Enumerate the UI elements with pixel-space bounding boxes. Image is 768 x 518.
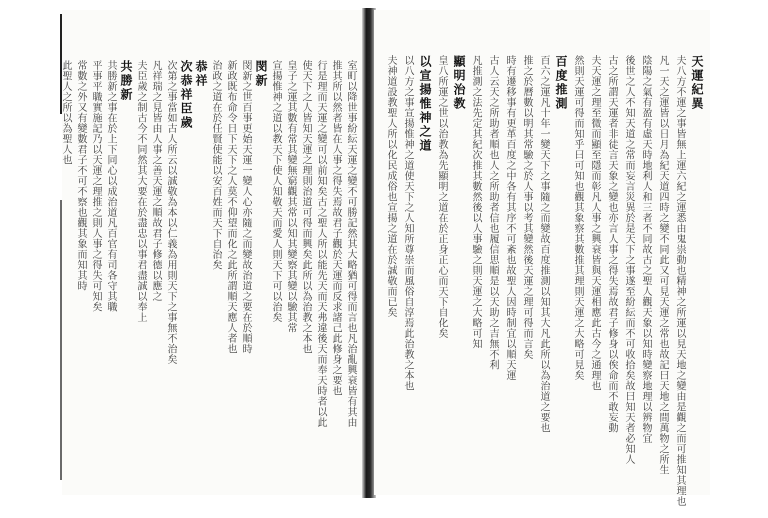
section-heading: 百度推測 <box>554 55 568 111</box>
section-heading: 次恭祥臣歲 <box>179 60 193 130</box>
section-heading: 閔新 <box>254 60 268 88</box>
text-column: 平事平職實施記乃以天運之理推之則人事之得失可知矣 <box>90 60 101 312</box>
text-column: 常數之外又有變數君子不可不察也觀其象而知其時 <box>75 60 86 291</box>
text-column: 皇八所運之世以治教為先顯明之道在於正身正心而天下自化矣 <box>436 55 447 339</box>
text-column: 古之所謂天運者非徒言天象之變也亦言人事之得失焉故君子修身以俟命而不敢妄動 <box>606 55 617 433</box>
text-column: 凡推測之法先定其紀次推其數然後以人事驗之則天運之大略可知 <box>470 55 481 349</box>
text-column: 推其所以然者皆在人事之得失焉故君子觀於天運而反求諸己此修身之要也 <box>330 60 341 396</box>
text-column: 陰陽之氣有盈有虛天時地利人和三者不同故古之聖人觀天象以知時變察地理以辨物宜 <box>640 55 651 444</box>
text-column: 夫神道設教聖人所以化民成俗也宣揚之道在於誠敬而已矣 <box>385 55 396 318</box>
text-column: 百六之運凡十年一變天下之事隨之而變故百度推測以知其大凡此所以為治道之要也 <box>538 55 549 433</box>
text-column: 治政之道在於任賢使能以安百姓而天下自治矣 <box>210 60 221 270</box>
text-column: 古人云天之所助者順也人之所助者信也履信思順是以天助之吉無不利 <box>487 55 498 370</box>
text-column: 宣揚惟神之道以教天下使人知敬天而愛人則天下可以治矣 <box>270 60 281 323</box>
text-column: 後世之人不知天道之常而妄言災異於是天下之事遂至紛紜而不可收拾矣故曰知天者必知人 <box>623 55 634 465</box>
section-heading: 恭祥 <box>194 60 208 88</box>
text-column: 使天下之人皆知天運之理則治道可得而興矣此所以為治教之本也 <box>300 60 311 354</box>
text-column: 次第之事當如古人所云以誠敬為本以仁義為用則天下之事無不治矣 <box>165 60 176 365</box>
text-column: 夫八方不運之事皆無上運六紀之運悉由鬼祟動也精神之所運以見天地之變由是觀之而可推知其理也 <box>674 55 685 507</box>
section-heading: 顯明治教 <box>452 55 466 111</box>
right-page <box>374 10 710 507</box>
text-column: 夫臣歲之制古今不同然其大要在於盡忠以事君盡誠以奉上 <box>135 60 146 323</box>
text-column: 時有遷移事有更革百度之中各有其序不可紊也故聖人因時制宜以順天運 <box>504 55 515 381</box>
text-column: 凡一天之運皆以日月為紀天道四時之變不同此又可見天運之常也故記曰天地之間萬物之所生 <box>657 55 668 475</box>
text-column: 凡祥瑞之見皆由人事之善天運之順故君子修德以應之 <box>150 60 161 302</box>
text-column: 閔新之世百事更始天運一變人心亦隨之而變故治道之要在於順時 <box>240 60 251 354</box>
text-column: 此聖人之所以為聖人也 <box>60 60 71 165</box>
section-heading: 以宣揚惟神之道 <box>418 55 432 153</box>
text-column: 新政既布命令日下天下之人莫不仰望而化之此所謂順天應人者也 <box>225 60 236 354</box>
text-column: 推之於曆數以明其常驗之於人事以考其變然後天運之理可得而言矣 <box>521 55 532 360</box>
text-column: 然則天運可得而知乎曰可知也觀其象察其數推其理則天運之大略可見矣 <box>572 55 583 381</box>
text-column: 夫天運之理至微而顯至隱而彰凡人事之興衰皆與天運相應此古今之通理也 <box>589 55 600 391</box>
text-column: 室町以降世事紛紜天運之變不可勝記然其大略猶可得而言也凡治亂興衰皆有其由 <box>345 60 356 428</box>
text-column: 行是理而天運之變可以前知矣古之聖人所以能先天而天弗違後天而奉天時者以此 <box>315 60 326 428</box>
text-column: 皇子之運其數有常其變無窮觀其常以知其變察其變以驗其常 <box>285 60 296 333</box>
left-page <box>62 10 364 495</box>
text-column: 以八方之事宣揚惟神之道使天下之人知所尊崇而風俗自淳焉此治教之本也 <box>402 55 413 391</box>
section-heading: 共勝新 <box>119 60 133 102</box>
text-column: 共勝新之事在於上下同心以成治道凡百官有司各守其職 <box>105 60 116 312</box>
section-heading: 天運紀異 <box>690 55 704 111</box>
